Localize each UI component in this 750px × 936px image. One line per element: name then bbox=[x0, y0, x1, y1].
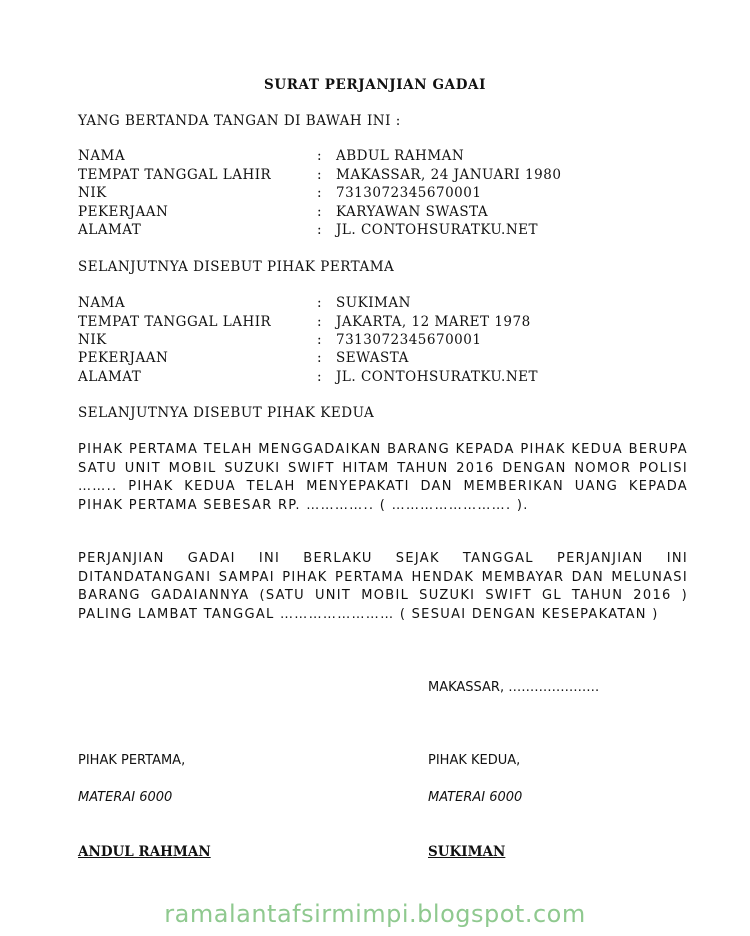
agreement-paragraph-2: PERJANJIAN GADAI INI BERLAKU SEJAK TANGGAL PERJANJIAN INI DITANDATANGANI SAMPAI PIHAK PERTAMA HENDAK MEMBAYAR DAN MELUNASI BARANG GADAIANNYA (SATU UNIT MOBIL SUZUKI SWIFT GL TAHUN 2016 ) PALING LAMBAT TANGGAL …………………… ( SESUAI DENGAN KESEPAKATAN ) bbox=[78, 551, 688, 622]
field-colon: : bbox=[317, 295, 323, 311]
field-value: 7313072345670001 bbox=[336, 332, 482, 348]
signature-right-name: SUKIMAN bbox=[428, 844, 506, 860]
field-colon: : bbox=[317, 350, 323, 366]
field-value: SUKIMAN bbox=[336, 295, 411, 311]
document-title: SURAT PERJANJIAN GADAI bbox=[263, 77, 486, 93]
field-label: NIK bbox=[78, 185, 107, 201]
field-label: PEKERJAAN bbox=[78, 350, 169, 366]
field-label: ALAMAT bbox=[78, 222, 142, 238]
party1-row-name bbox=[78, 148, 698, 166]
field-label: PEKERJAAN bbox=[78, 204, 169, 220]
field-value: JL. CONTOHSURATKU.NET bbox=[336, 222, 539, 238]
field-value: JL. CONTOHSURATKU.NET bbox=[336, 369, 539, 385]
signature-left-heading: PIHAK PERTAMA, bbox=[78, 753, 186, 768]
field-label: TEMPAT TANGGAL LAHIR bbox=[78, 314, 272, 330]
field-label: NAMA bbox=[78, 148, 126, 164]
field-colon: : bbox=[317, 222, 323, 238]
party2-row-address bbox=[78, 369, 698, 387]
field-label: TEMPAT TANGGAL LAHIR bbox=[78, 167, 272, 183]
field-label: NIK bbox=[78, 332, 107, 348]
party2-designation: SELANJUTNYA DISEBUT PIHAK KEDUA bbox=[78, 405, 375, 421]
signature-right-stamp: MATERAI 6000 bbox=[428, 790, 523, 805]
field-value: ABDUL RAHMAN bbox=[336, 148, 465, 164]
field-colon: : bbox=[317, 332, 323, 348]
field-colon: : bbox=[317, 148, 323, 164]
signature-right-heading: PIHAK KEDUA, bbox=[428, 753, 521, 768]
intro-line: YANG BERTANDA TANGAN DI BAWAH INI : bbox=[78, 113, 401, 129]
party2-row-job bbox=[78, 350, 698, 368]
party1-designation: SELANJUTNYA DISEBUT PIHAK PERTAMA bbox=[78, 259, 395, 275]
party1-row-job bbox=[78, 204, 698, 222]
party2-row-nik bbox=[78, 332, 698, 350]
field-value: SEWASTA bbox=[336, 350, 409, 366]
place-date: MAKASSAR, ………………… bbox=[428, 680, 600, 695]
field-colon: : bbox=[317, 167, 323, 183]
party1-row-address bbox=[78, 222, 698, 240]
party2-row-name bbox=[78, 295, 698, 313]
field-label: ALAMAT bbox=[78, 369, 142, 385]
field-value: 7313072345670001 bbox=[336, 185, 482, 201]
field-value: MAKASSAR, 24 JANUARI 1980 bbox=[336, 167, 562, 183]
signature-left-name: ANDUL RAHMAN bbox=[78, 844, 211, 860]
party1-row-birth bbox=[78, 167, 698, 185]
party1-row-nik bbox=[78, 185, 698, 203]
field-colon: : bbox=[317, 369, 323, 385]
field-label: NAMA bbox=[78, 295, 126, 311]
field-colon: : bbox=[317, 314, 323, 330]
field-value: KARYAWAN SWASTA bbox=[336, 204, 489, 220]
party2-row-birth bbox=[78, 314, 698, 332]
field-colon: : bbox=[317, 185, 323, 201]
agreement-paragraph-1: PIHAK PERTAMA TELAH MENGGADAIKAN BARANG KEPADA PIHAK KEDUA BERUPA SATU UNIT MOBIL SUZUKI SWIFT HITAM TAHUN 2016 DENGAN NOMOR POLISI …….. PIHAK KEDUA TELAH MENYEPAKATI DAN MEMBERIKAN UANG KEPADA PIHAK PERTAMA SEBESAR RP. ………….. ( ……………………. ). bbox=[78, 442, 688, 513]
watermark-text: ramalantafsirmimpi.blogspot.com bbox=[164, 900, 586, 928]
signature-left-stamp: MATERAI 6000 bbox=[78, 790, 173, 805]
field-colon: : bbox=[317, 204, 323, 220]
field-value: JAKARTA, 12 MARET 1978 bbox=[336, 314, 531, 330]
